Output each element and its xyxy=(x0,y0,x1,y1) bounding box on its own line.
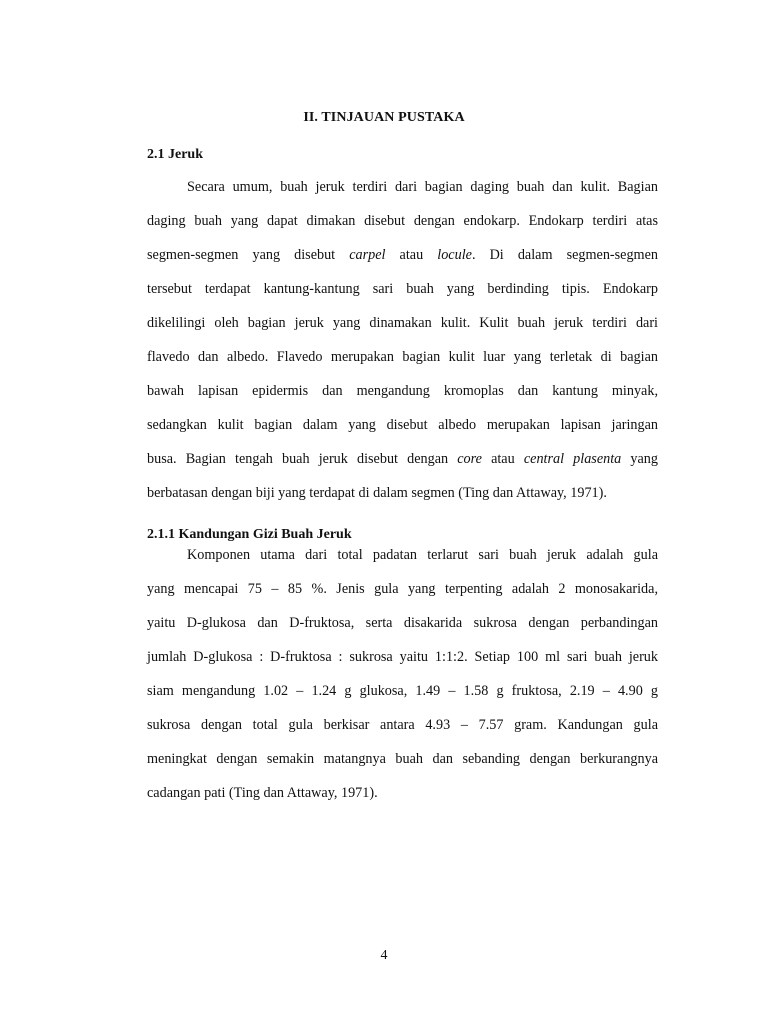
text-run: meningkat dengan semakin matangnya buah dan sebanding dengan berkurangnya xyxy=(147,751,658,767)
text-run: sukrosa dengan total gula berkisar antara 4.93 – 7.57 gram. Kandungan gula xyxy=(147,717,658,733)
paragraph-line xyxy=(147,649,658,666)
italic-term: carpel xyxy=(349,247,386,263)
text-run: atau xyxy=(481,451,524,467)
paragraph-line xyxy=(147,417,658,434)
text-run: yaitu D-glukosa dan D-fruktosa, serta disakarida sukrosa dengan perbandingan xyxy=(147,615,658,631)
paragraph-line xyxy=(147,615,658,632)
paragraph-line xyxy=(187,547,658,564)
paragraph-line xyxy=(147,683,658,700)
italic-term: core xyxy=(457,451,482,467)
italic-term: central plasenta xyxy=(523,451,622,467)
text-run: cadangan pati (Ting dan Attaway, 1971). xyxy=(147,785,378,801)
paragraph-line xyxy=(147,451,658,468)
paragraph-line xyxy=(147,717,658,734)
paragraph-line xyxy=(147,315,658,332)
paragraph-line xyxy=(147,247,658,264)
section-heading-kandungan-gizi: 2.1.1 Kandungan Gizi Buah Jeruk xyxy=(147,527,352,542)
page-number: 4 xyxy=(380,948,388,963)
italic-term: locule xyxy=(437,247,472,263)
text-run: jumlah D-glukosa : D-fruktosa : sukrosa yaitu 1:1:2. Setiap 100 ml sari buah jeruk xyxy=(147,649,658,665)
paragraph-line xyxy=(147,383,658,400)
text-run: Secara umum, buah jeruk terdiri dari bagian daging buah dan kulit. Bagian xyxy=(187,179,658,195)
text-run: . Di dalam segmen-segmen xyxy=(471,247,658,263)
paragraph-line xyxy=(147,349,658,366)
text-run: Komponen utama dari total padatan terlarut sari buah jeruk adalah gula xyxy=(187,547,658,563)
text-run: segmen-segmen yang disebut xyxy=(147,247,350,263)
text-run: berbatasan dengan biji yang terdapat di dalam segmen (Ting dan Attaway, 1971). xyxy=(147,485,607,501)
text-run: siam mengandung 1.02 – 1.24 g glukosa, 1.49 – 1.58 g fruktosa, 2.19 – 4.90 g xyxy=(147,683,658,699)
text-run: atau xyxy=(385,247,438,263)
text-run: yang xyxy=(621,451,658,467)
text-run: daging buah yang dapat dimakan disebut dengan endokarp. Endokarp terdiri atas xyxy=(147,213,658,229)
text-run: busa. Bagian tengah buah jeruk disebut dengan xyxy=(147,451,458,467)
text-run: flavedo dan albedo. Flavedo merupakan bagian kulit luar yang terletak di bagian xyxy=(147,349,658,365)
paragraph-line xyxy=(147,751,658,768)
paragraph-line xyxy=(147,581,658,598)
paragraph-line xyxy=(147,213,658,230)
text-run: bawah lapisan epidermis dan mengandung kromoplas dan kantung minyak, xyxy=(147,383,658,399)
text-run: tersebut terdapat kantung-kantung sari buah yang berdinding tipis. Endokarp xyxy=(147,281,658,297)
section-heading-jeruk: 2.1 Jeruk xyxy=(147,147,203,162)
chapter-title: II. TINJAUAN PUSTAKA xyxy=(303,110,465,125)
text-run: sedangkan kulit bagian dalam yang disebut albedo merupakan lapisan jaringan xyxy=(147,417,658,433)
text-run: dikelilingi oleh bagian jeruk yang dinamakan kulit. Kulit buah jeruk terdiri dari xyxy=(147,315,658,331)
paragraph-line xyxy=(147,281,658,298)
paragraph-line xyxy=(147,785,658,802)
paragraph-line xyxy=(187,179,658,196)
paragraph-line xyxy=(147,485,658,502)
text-run: yang mencapai 75 – 85 %. Jenis gula yang terpenting adalah 2 monosakarida, xyxy=(147,581,658,597)
